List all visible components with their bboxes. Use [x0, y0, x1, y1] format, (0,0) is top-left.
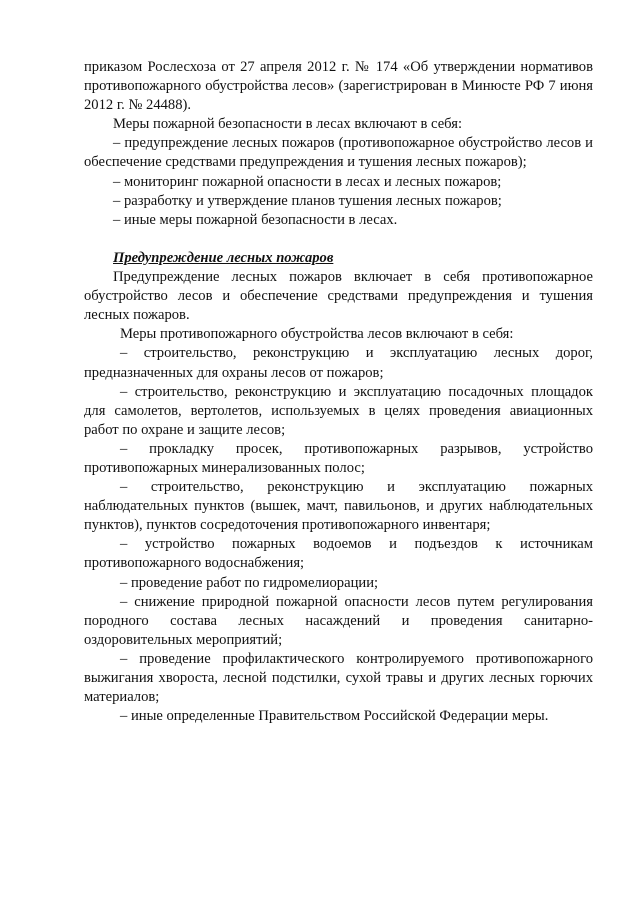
fire-arrangement-item: – строительство, реконструкцию и эксплуатацию посадочных площадок для самолетов, вертолетов, используемых в целях проведения авиационных работ по охране и защите лесов;: [84, 383, 593, 438]
measures-intro: Меры пожарной безопасности в лесах включают в себя:: [113, 116, 462, 133]
fire-arrangement-item: – снижение природной пожарной опасности лесов путем регулирования породного состава лесных насаждений и проведения санитарно-оздоровительных мероприятий;: [84, 593, 593, 648]
section-paragraph: Предупреждение лесных пожаров включает в себя противопожарное обустройство лесов и обеспечение средствами предупреждения и тушения лесных пожаров.: [84, 269, 593, 324]
fire-arrangement-item: – иные определенные Правительством Российской Федерации меры.: [120, 708, 549, 725]
measure-item: – разработку и утверждение планов тушения лесных пожаров;: [113, 192, 502, 209]
fire-arrangement-item: – проведение работ по гидромелиорации;: [120, 574, 379, 591]
fire-arrangement-item: – прокладку просек, противопожарных разрывов, устройство противопожарных минерализованных полос;: [84, 440, 593, 476]
fire-arrangement-item: – строительство, реконструкцию и эксплуатацию пожарных наблюдательных пунктов (вышек, мачт, павильонов, и других наблюдательных пунктов), пунктов сосредоточения противопожарного инвентаря;: [84, 479, 593, 534]
fire-arrangement-item: – строительство, реконструкцию и эксплуатацию лесных дорог, предназначенных для охраны лесов от пожаров;: [84, 345, 593, 381]
fire-arrangement-intro: Меры противопожарного обустройства лесов включают в себя:: [120, 326, 514, 343]
measure-item: – иные меры пожарной безопасности в лесах.: [113, 211, 398, 228]
intro-paragraph: приказом Рослесхоза от 27 апреля 2012 г. № 174 «Об утверждении нормативов противопожарного обустройства лесов» (зарегистрирован в Минюсте РФ 7 июня 2012 г. № 24488).: [84, 59, 593, 114]
section-spacer: [84, 230, 593, 249]
section-heading: Предупреждение лесных пожаров: [113, 249, 334, 266]
document-page: [84, 58, 593, 726]
fire-arrangement-item: – проведение профилактического контролируемого противопожарного выжигания хвороста, лесной подстилки, сухой травы и других лесных горючих материалов;: [84, 650, 593, 706]
measure-item: – мониторинг пожарной опасности в лесах и лесных пожаров;: [113, 173, 502, 190]
fire-arrangement-item: – устройство пожарных водоемов и подъездов к источникам противопожарного водоснабжения;: [84, 536, 593, 572]
measure-item: – предупреждение лесных пожаров (противопожарное обустройство лесов и обеспечение средствами предупреждения и тушения лесных пожаров);: [84, 135, 593, 171]
